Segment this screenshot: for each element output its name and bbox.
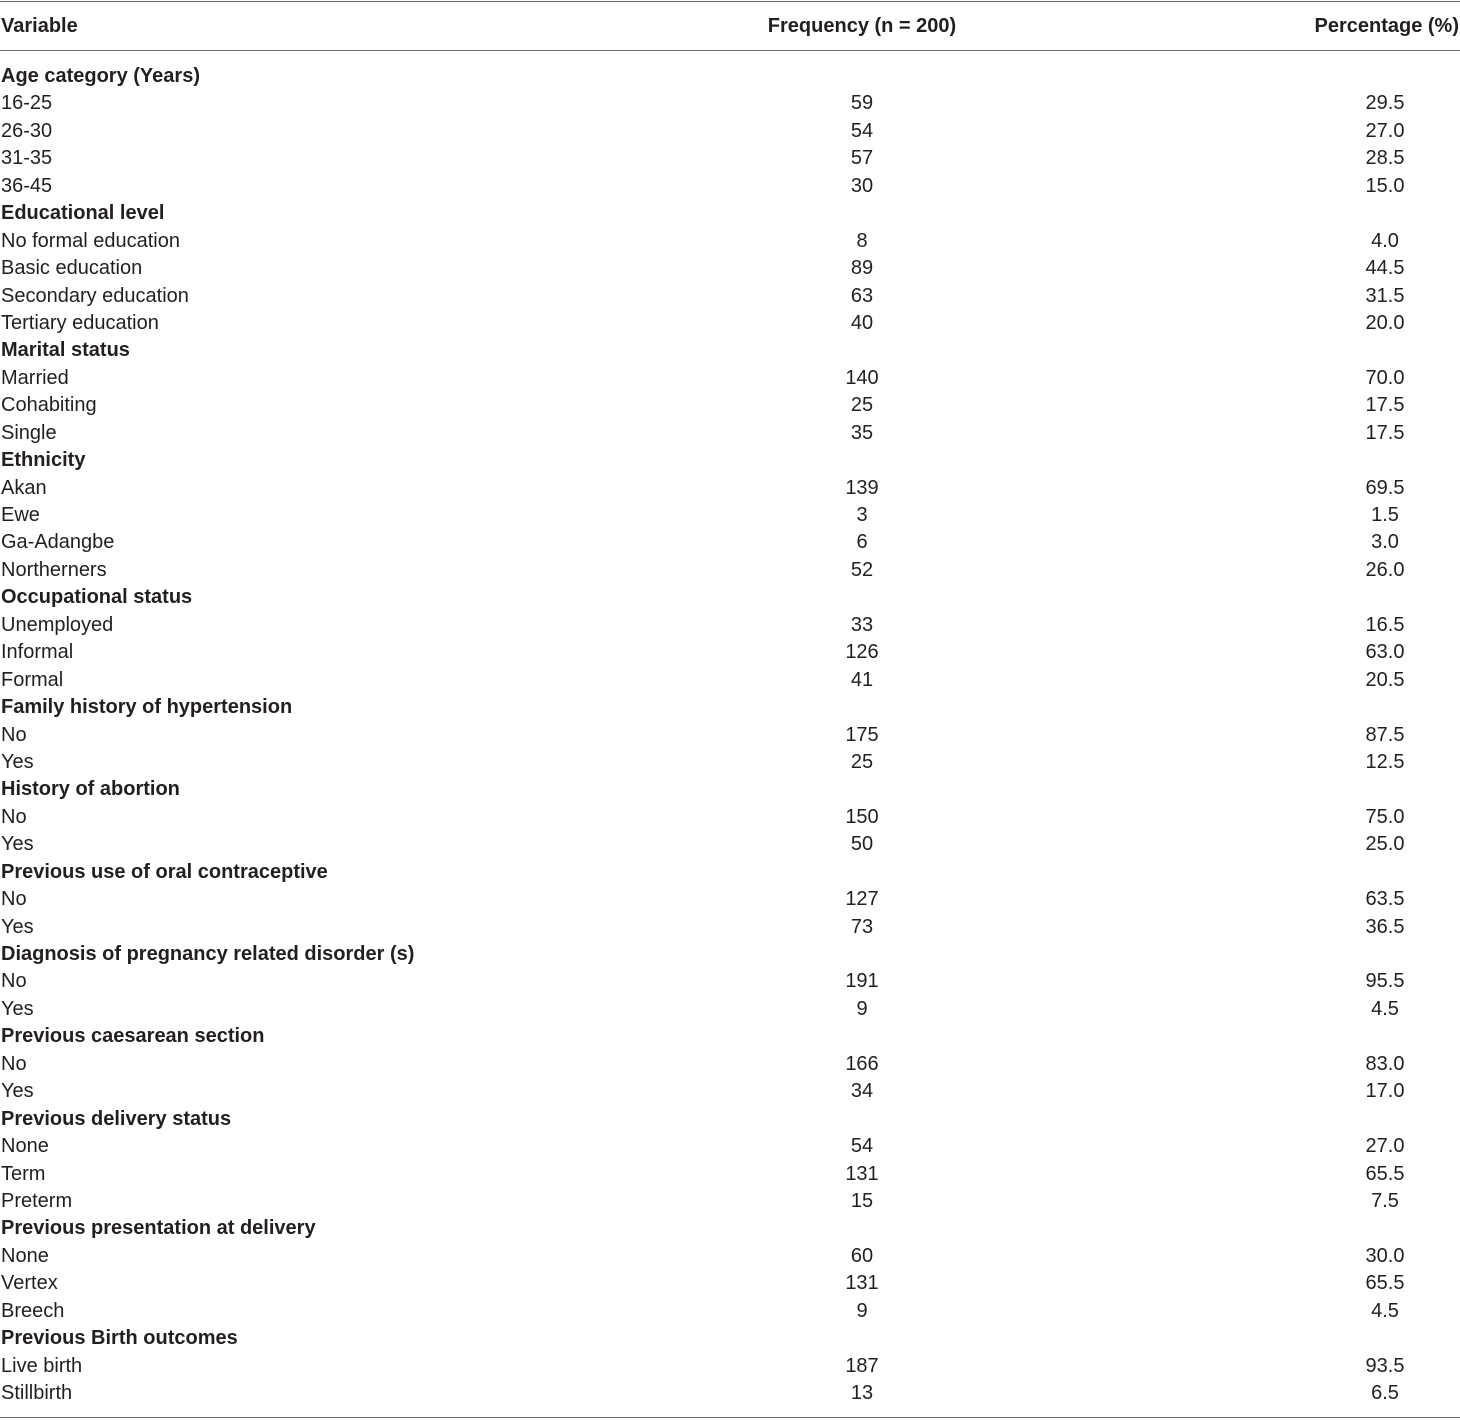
- row-frequency: 8: [856, 229, 868, 252]
- row-frequency: 126: [845, 641, 879, 664]
- section-title: Previous Birth outcomes: [1, 1327, 238, 1350]
- row-frequency: 57: [850, 147, 874, 170]
- section-heading-row: [0, 776, 1460, 803]
- row-frequency: 34: [850, 1080, 874, 1103]
- row-frequency: 127: [845, 888, 879, 911]
- table-row: [0, 118, 1460, 145]
- section-heading-row: [0, 1215, 1460, 1242]
- row-frequency: 40: [850, 311, 874, 334]
- section-heading-row: [0, 859, 1460, 886]
- row-label: Secondary education: [1, 284, 189, 307]
- row-label: Preterm: [1, 1189, 73, 1212]
- table-row: [0, 1051, 1460, 1078]
- row-percentage: 6.5: [1371, 1382, 1399, 1404]
- row-frequency: 63: [850, 284, 874, 307]
- row-label: No: [1, 1052, 27, 1075]
- table-row: [0, 1133, 1460, 1160]
- table-row: [0, 145, 1460, 172]
- table-row: [0, 996, 1460, 1023]
- row-label: Informal: [1, 641, 74, 664]
- row-label: No: [1, 723, 27, 746]
- row-frequency: 50: [850, 833, 874, 856]
- row-frequency: 166: [845, 1052, 879, 1075]
- row-label: Vertex: [1, 1272, 58, 1295]
- row-frequency: 9: [856, 1299, 868, 1322]
- table-row: [0, 968, 1460, 995]
- row-percentage: 63.5: [1365, 888, 1405, 911]
- section-heading-row: [0, 584, 1460, 611]
- table-row: [0, 639, 1460, 666]
- row-frequency: 73: [850, 915, 874, 938]
- table-row: [0, 1380, 1460, 1407]
- table-row: [0, 804, 1460, 831]
- row-label: Yes: [1, 750, 34, 773]
- table-row: [0, 90, 1460, 117]
- row-frequency: 13: [850, 1382, 874, 1404]
- table-row: [0, 1298, 1460, 1325]
- row-label: Yes: [1, 1080, 34, 1103]
- row-label: 16-25: [1, 92, 53, 115]
- row-percentage: 63.0: [1365, 641, 1405, 664]
- row-frequency: 131: [845, 1162, 879, 1185]
- row-frequency: 35: [850, 421, 874, 444]
- row-label: Cohabiting: [1, 394, 97, 417]
- row-frequency: 187: [845, 1354, 879, 1377]
- row-label: No: [1, 888, 27, 911]
- row-percentage: 17.0: [1365, 1080, 1405, 1103]
- row-label: No: [1, 805, 27, 828]
- row-percentage: 20.5: [1365, 668, 1405, 691]
- row-percentage: 17.5: [1365, 421, 1405, 444]
- section-title: Educational level: [1, 202, 165, 225]
- row-percentage: 28.5: [1365, 147, 1405, 170]
- row-frequency: 41: [850, 668, 874, 691]
- section-title: Age category (Years): [1, 65, 200, 87]
- header-frequency: Frequency (n = 200): [767, 15, 957, 37]
- table-row: [0, 722, 1460, 749]
- row-frequency: 6: [856, 531, 868, 554]
- table-row: [0, 1188, 1460, 1215]
- row-label: Yes: [1, 833, 34, 856]
- section-title: Marital status: [1, 339, 130, 362]
- row-percentage: 75.0: [1365, 805, 1405, 828]
- table-row: [0, 1243, 1460, 1270]
- section-heading-row: [0, 1023, 1460, 1050]
- row-label: Formal: [1, 668, 64, 691]
- section-title: Family history of hypertension: [1, 696, 293, 719]
- table-header-row: [0, 0, 1460, 50]
- row-frequency: 150: [845, 805, 879, 828]
- section-title: Previous use of oral contraceptive: [1, 860, 328, 883]
- row-label: Stillbirth: [1, 1382, 73, 1404]
- section-heading-row: [0, 200, 1460, 227]
- row-label: Unemployed: [1, 613, 114, 636]
- row-frequency: 191: [845, 970, 879, 993]
- row-percentage: 4.0: [1371, 229, 1399, 252]
- section-heading-row: [0, 694, 1460, 721]
- table-row: [0, 557, 1460, 584]
- row-percentage: 70.0: [1365, 366, 1405, 389]
- row-label: None: [1, 1244, 49, 1267]
- row-percentage: 65.5: [1365, 1162, 1405, 1185]
- table-row: [0, 612, 1460, 639]
- table-body: [0, 63, 1460, 1407]
- row-label: Breech: [1, 1299, 65, 1322]
- row-percentage: 65.5: [1365, 1272, 1405, 1295]
- row-percentage: 15.0: [1365, 174, 1405, 197]
- row-percentage: 44.5: [1365, 257, 1405, 280]
- row-label: Term: [1, 1162, 46, 1185]
- row-percentage: 17.5: [1365, 394, 1405, 417]
- row-label: 36-45: [1, 174, 53, 197]
- row-frequency: 175: [845, 723, 879, 746]
- row-frequency: 15: [850, 1189, 874, 1212]
- row-label: Basic education: [1, 257, 143, 280]
- row-label: Single: [1, 421, 57, 444]
- row-percentage: 20.0: [1365, 311, 1405, 334]
- row-percentage: 26.0: [1365, 558, 1405, 581]
- row-percentage: 3.0: [1371, 531, 1399, 554]
- row-label: Yes: [1, 997, 34, 1020]
- section-title: Ethnicity: [1, 449, 86, 472]
- row-frequency: 131: [845, 1272, 879, 1295]
- row-percentage: 83.0: [1365, 1052, 1405, 1075]
- row-frequency: 30: [850, 174, 874, 197]
- section-title: Previous presentation at delivery: [1, 1217, 316, 1240]
- row-label: None: [1, 1135, 49, 1158]
- row-label: Live birth: [1, 1354, 83, 1377]
- row-percentage: 31.5: [1365, 284, 1405, 307]
- row-frequency: 25: [850, 394, 874, 417]
- table-row: [0, 749, 1460, 776]
- row-percentage: 7.5: [1371, 1189, 1399, 1212]
- table-header-rule: [0, 50, 1460, 51]
- table-row: [0, 1161, 1460, 1188]
- row-label: 31-35: [1, 147, 53, 170]
- table-row: [0, 1078, 1460, 1105]
- header-percentage: Percentage (%): [1314, 15, 1459, 37]
- table-row: [0, 667, 1460, 694]
- row-frequency: 33: [850, 613, 874, 636]
- section-heading-row: [0, 447, 1460, 474]
- row-percentage: 87.5: [1365, 723, 1405, 746]
- section-title: Occupational status: [1, 586, 193, 609]
- table-row: [0, 914, 1460, 941]
- row-percentage: 16.5: [1365, 613, 1405, 636]
- row-percentage: 95.5: [1365, 970, 1405, 993]
- row-label: Ga-Adangbe: [1, 531, 115, 554]
- table-row: [0, 228, 1460, 255]
- table-row: [0, 831, 1460, 858]
- table-row: [0, 310, 1460, 337]
- row-percentage: 30.0: [1365, 1244, 1405, 1267]
- row-percentage: 69.5: [1365, 476, 1405, 499]
- row-frequency: 140: [845, 366, 879, 389]
- row-label: Akan: [1, 476, 47, 499]
- row-label: Ewe: [1, 504, 40, 526]
- row-percentage: 29.5: [1365, 92, 1405, 115]
- table-row: [0, 886, 1460, 913]
- row-percentage: 4.5: [1371, 997, 1399, 1020]
- row-frequency: 9: [856, 997, 868, 1020]
- row-percentage: 25.0: [1365, 833, 1405, 856]
- row-frequency: 139: [845, 476, 879, 499]
- row-label: Yes: [1, 915, 34, 938]
- section-heading-row: [0, 63, 1460, 90]
- row-percentage: 12.5: [1365, 750, 1405, 773]
- header-variable: Variable: [1, 15, 78, 37]
- row-percentage: 27.0: [1365, 119, 1405, 142]
- row-label: Northerners: [1, 558, 107, 581]
- row-frequency: 89: [850, 257, 874, 280]
- table-row: [0, 283, 1460, 310]
- row-frequency: 25: [850, 750, 874, 773]
- row-frequency: 52: [850, 558, 874, 581]
- table-row: [0, 1270, 1460, 1297]
- row-frequency: 60: [850, 1244, 874, 1267]
- section-heading-row: [0, 1325, 1460, 1352]
- section-title: History of abortion: [1, 778, 180, 801]
- row-label: Married: [1, 366, 69, 389]
- row-percentage: 1.5: [1371, 504, 1399, 526]
- section-heading-row: [0, 337, 1460, 364]
- table-row: [0, 392, 1460, 419]
- row-percentage: 93.5: [1365, 1354, 1405, 1377]
- row-label: Tertiary education: [1, 311, 159, 334]
- table-row: [0, 255, 1460, 282]
- row-percentage: 27.0: [1365, 1135, 1405, 1158]
- table-row: [0, 1353, 1460, 1380]
- row-frequency: 59: [850, 92, 874, 115]
- table-row: [0, 502, 1460, 529]
- section-title: Previous delivery status: [1, 1107, 232, 1130]
- section-heading-row: [0, 1106, 1460, 1133]
- row-frequency: 3: [856, 504, 868, 526]
- table-row: [0, 420, 1460, 447]
- row-percentage: 4.5: [1371, 1299, 1399, 1322]
- row-frequency: 54: [850, 1135, 874, 1158]
- table-bottom-rule: [0, 1417, 1460, 1418]
- row-percentage: 36.5: [1365, 915, 1405, 938]
- row-label: 26-30: [1, 119, 53, 142]
- section-title: Diagnosis of pregnancy related disorder (s): [1, 943, 415, 965]
- table-row: [0, 365, 1460, 392]
- table-row: [0, 475, 1460, 502]
- row-label: No: [1, 970, 27, 993]
- table-row: [0, 173, 1460, 200]
- row-label: No formal education: [1, 229, 180, 252]
- table-row: [0, 529, 1460, 556]
- section-title: Previous caesarean section: [1, 1025, 265, 1048]
- row-frequency: 54: [850, 119, 874, 142]
- section-heading-row: [0, 941, 1460, 968]
